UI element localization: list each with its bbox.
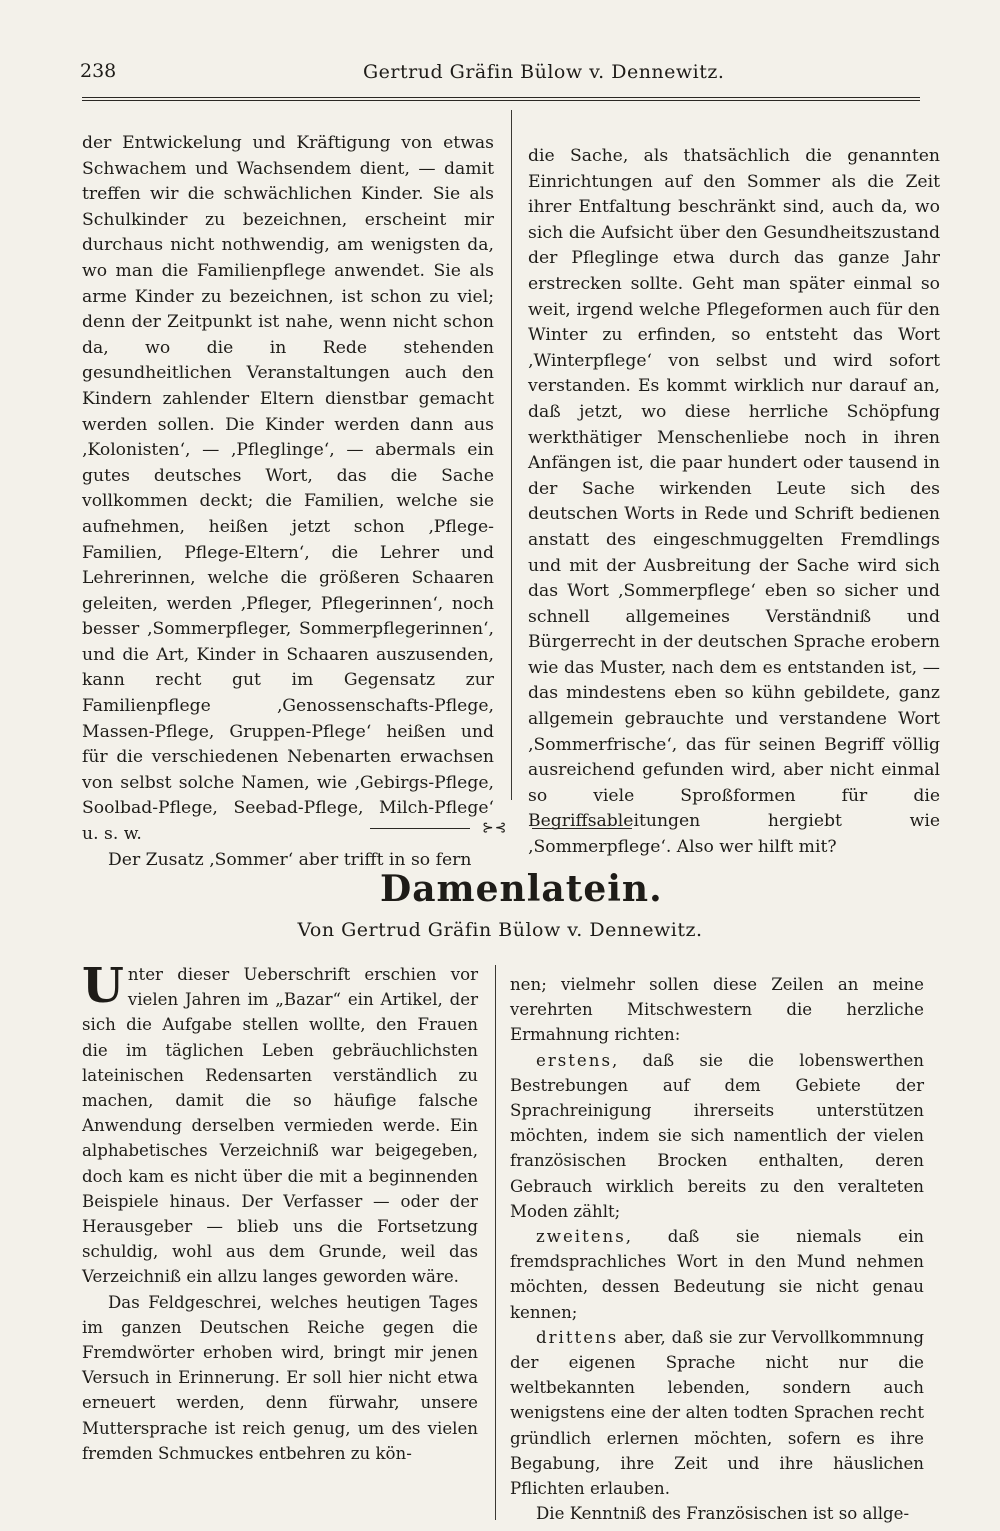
section-ornament xyxy=(370,821,632,837)
enumeration-lead: zweitens xyxy=(536,1227,626,1247)
header-rule xyxy=(82,97,920,101)
lower-left-column xyxy=(82,958,478,1522)
ornament-line-right xyxy=(532,828,632,829)
paragraph: Das Feldgeschrei, welches heutigen Tages im ganzen Deutschen Reiche gegen die Fremdwörter erhoben wird, bringt mir jenen Versuch in Erinnerung. Er soll hier nicht etwa erneuert werden, denn fürwahr, unsere Muttersprache ist reich genug, um des vielen fremden Schmuckes entbehren zu kön- xyxy=(82,1292,478,1463)
paragraph-text: , daß sie die lobenswerthen Bestrebungen auf dem Gebiete der Sprachreinigung ihrerseits unterstützen möchten, indem sie sich namentlich der vielen französischen Brocken enthalten, deren Gebrauch wirklich bereits zu den veralteten Moden zählt; xyxy=(510,1050,924,1221)
paragraph: Der Zusatz ‚Sommer‘ aber trifft in so fern xyxy=(108,849,472,870)
enumeration-lead: drittens xyxy=(536,1327,619,1347)
paragraph xyxy=(510,1325,924,1501)
paragraph xyxy=(510,1224,924,1325)
upper-right-column xyxy=(528,144,940,858)
paragraph xyxy=(82,958,478,1290)
page-header xyxy=(78,58,928,92)
paragraph-text: nter dieser Ueberschrift erschien vor vielen Jahren im „Bazar“ ein Artikel, der sich die Aufgabe stellen wollte, den Frauen die im täglichen Leben gebräuchlichsten lateinischen Redensarten verständlich zu machen, damit die so häufige falsche Anwendung derselben vermieden werde. Ein alphabetisches Verzeichniß war beigegeben, doch kam es nicht über die mit a beginnenden Beispiele hinaus. Der Verfasser — oder der Herausgeber — blieb uns die Fortsetzung schuldig, wohl aus dem Grunde, weil das Verzeichniß ein allzu langes geworden wäre. xyxy=(82,965,478,1287)
upper-left-column xyxy=(82,131,494,870)
lower-right-column xyxy=(510,972,924,1527)
paragraph xyxy=(510,1048,924,1224)
paragraph: der Entwickelung und Kräftigung von etwas Schwachem und Wachsendem dient, — damit treffen wir die schwächlichen Kinder. Sie als Schulkinder zu bezeichnen, erscheint mir durchaus nicht nothwendig, am wenigsten da, wo man die Familienpflege anwendet. Sie als arme Kinder zu bezeichnen, ist schon zu viel; denn der Zeitpunkt ist nahe, wenn nicht schon da, wo die in Rede stehenden gesundheitlichen Veranstaltungen auch den Kindern zahlender Eltern dienstbar gemacht werden sollen. Die Kinder werden dann aus ‚Kolonisten‘, — ‚Pfleglinge‘, — abermals ein gutes deutsches Wort, das die Sache vollkommen deckt; die Familien, welche sie aufnehmen, heißen jetzt schon ‚Pflege-Familien, Pflege-Eltern‘, die Lehrer und Lehrerinnen, welche die größeren Schaaren geleiten, werden ‚Pfleger, Pflegerinnen‘, noch besser ‚Sommerpfleger, Sommerpflegerinnen‘, und die Art, Kinder in Schaaren auszusenden, kann recht gut im Gegensatz zur Familienpflege ‚Genossenschafts-Pflege, Massen-Pflege, Gruppen-Pflege‘ heißen und für die verschiedenen Nebenarten erwachsen von selbst solche Namen, wie ‚Gebirgs-Pflege, Soolbad-Pflege, Seebad-Pflege, Milch-Pflege‘ u. s. w. xyxy=(82,133,494,845)
paragraph-text: , daß sie niemals ein fremdsprachliches Wort in den Mund nehmen möchten, dessen Bedeutung sie nicht genau kennen; xyxy=(510,1227,924,1322)
ornament-flourish-icon: ⊱⊰ xyxy=(482,820,508,836)
enumeration-lead: erstens xyxy=(536,1050,612,1070)
ornament-line-left xyxy=(370,828,470,829)
paragraph-text: aber, daß sie zur Vervollkommnung der eigenen Sprache nicht nur die weltbekannten lebenden, sondern auch wenigstens eine der alten todten Sprachen recht gründlich erlernen möchten, sofern es ihre Begabung, ihre Zeit und ihre häuslichen Pflichten erlauben. xyxy=(510,1327,924,1499)
running-head: Gertrud Gräfin Bülow v. Dennewitz. xyxy=(363,61,725,83)
page-number: 238 xyxy=(80,60,117,82)
column-divider xyxy=(495,965,496,1520)
paragraph: die Sache, als thatsächlich die genannten Einrichtungen auf den Sommer als die Zeit ihrer Entfaltung beschränkt sind, auch da, wo sich die Aufsicht über den Gesundheitszustand der Pfleglinge etwa durch das ganze Jahr erstrecken sollte. Geht man später einmal so weit, irgend welche Pflegeformen auch für den Winter zu erfinden, so entsteht das Wort ‚Winterpflege‘ von selbst und wird sofort verstanden. Es kommt wirklich nur darauf an, daß jetzt, wo diese herrliche Schöpfung werkthätiger Menschenliebe noch in ihren Anfängen ist, die paar hundert oder tausend in der Sache wirkenden Leute sich des deutschen Worts in Rede und Schrift bedienen anstatt des eingeschmuggelten Fremdlings und mit der Ausbreitung der Sache wird sich das Wort ‚Sommerpflege‘ eben so sicher und schnell allgemeines Verständniß und Bürgerrecht in der deutschen Sprache erobern wie das Muster, nach dem es entstanden ist, — das mindestens eben so kühn gebildete, ganz allgemein gebrauchte und verstandene Wort ‚Sommerfrische‘, das für seinen Begriff völlig ausreichend gefunden wird, aber nicht einmal so viele Sproßformen für die Begriffsableitungen hergiebt wie ‚Sommerpflege‘. Also wer hilft mit? xyxy=(528,146,940,858)
paragraph: nen; vielmehr sollen diese Zeilen an meine verehrten Mitschwestern die herzliche Ermahnung richten: xyxy=(510,975,924,1045)
paragraph: Die Kenntniß des Französischen ist so allge- xyxy=(536,1504,910,1524)
column-divider xyxy=(511,110,512,800)
article-title: Damenlatein. xyxy=(380,868,663,910)
drop-cap: U xyxy=(82,958,124,1014)
article-byline: Von Gertrud Gräfin Bülow v. Dennewitz. xyxy=(297,919,703,941)
